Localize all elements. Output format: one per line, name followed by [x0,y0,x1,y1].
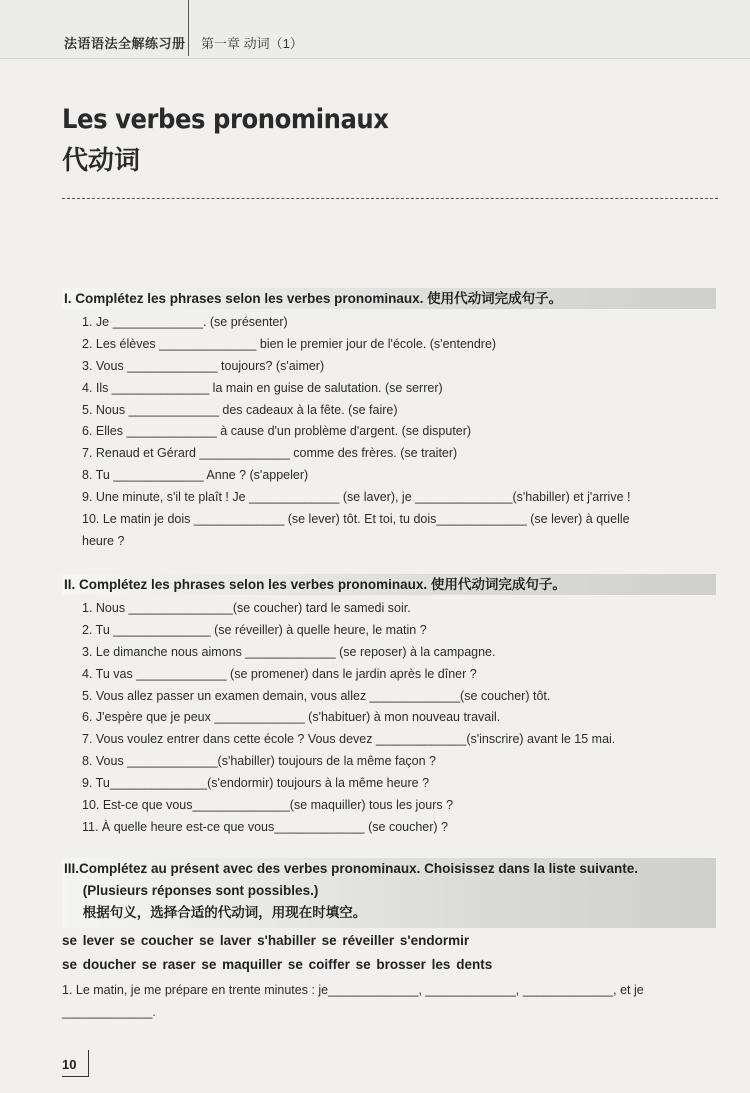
section-3-heading-line: (Plusieurs réponses sont possibles.) [64,883,319,898]
section-3-heading-line: III.Complétez au présent avec des verbes pronominaux. Choisissez dans la liste suivante. [64,861,638,876]
page-number: 10 [62,1057,77,1072]
exercise-line: 5. Vous allez passer un examen demain, vous allez _____________(se coucher) tôt. [82,689,551,703]
exercise-line: 6. J'espère que je peux _____________ (s'habituer) à mon nouveau travail. [82,710,501,724]
exercise-line: 10. Le matin je dois _____________ (se lever) tôt. Et toi, tu dois_____________ (se lever) à quelle [82,512,630,526]
verb-list-row: se doucher se raser se maquiller se coiffer se brosser les dents [62,957,493,972]
section-3-heading [62,858,716,928]
book-title: 法语语法全解练习册 [64,36,186,51]
page-title-fr: Les verbes pronominaux [62,104,389,135]
exercise-line: 7. Vous voulez entrer dans cette école ? Vous devez _____________(s'inscrire) avant le 15 mai. [82,732,616,746]
exercise-line: 11. À quelle heure est-ce que vous_____________ (se coucher) ? [82,820,448,834]
exercise-line: 9. Une minute, s'il te plaît ! Je _____________ (se laver), je ______________(s'habiller) et j'arrive ! [82,490,631,504]
exercise-line: 8. Vous _____________(s'habiller) toujours de la même façon ? [82,754,437,768]
exercise-line: 1. Je _____________. (se présenter) [82,315,288,329]
exercise-line: 4. Tu vas _____________ (se promener) dans le jardin après le dîner ? [82,667,477,681]
page-header [0,0,750,59]
exercise-line: 3. Vous _____________ toujours? (s'aimer) [82,359,325,373]
exercise-line: 2. Les élèves ______________ bien le premier jour de l'école. (s'entendre) [82,337,497,351]
exercise-line: 7. Renaud et Gérard _____________ comme des frères. (se traiter) [82,446,458,460]
verb-list-row: se lever se coucher se laver s'habiller se réveiller s'endormir [62,933,470,948]
exercise-line: 5. Nous _____________ des cadeaux à la fête. (se faire) [82,403,398,417]
exercise-line: 6. Elles _____________ à cause d'un problème d'argent. (se disputer) [82,424,472,438]
page-number-bar [88,1050,89,1076]
page-number-underline [62,1076,89,1077]
chapter-title: 第一章 动词（1） [201,36,303,51]
exercise-line: 3. Le dimanche nous aimons _____________ (se reposer) à la campagne. [82,645,496,659]
page-title-zh: 代动词 [62,145,141,175]
exercise-line: 9. Tu______________(s'endormir) toujours à la même heure ? [82,776,430,790]
section-2-heading: II. Complétez les phrases selon les verbes pronominaux. 使用代动词完成句子。 [62,574,716,595]
section-3-heading-line: 根据句义，选择合适的代动词，用现在时填空。 [64,905,367,920]
exercise-line: 8. Tu _____________ Anne ? (s'appeler) [82,468,309,482]
section-1-heading: I. Complétez les phrases selon les verbes pronominaux. 使用代动词完成句子。 [62,288,716,309]
exercise-line-continued: _____________. [62,1005,156,1019]
exercise-line: 1. Nous _______________(se coucher) tard le samedi soir. [82,601,411,615]
exercise-line: 1. Le matin, je me prépare en trente minutes : je_____________, _____________, _____________, et je [62,983,644,997]
dashed-divider [62,198,718,199]
exercise-line: 4. Ils ______________ la main en guise de salutation. (se serrer) [82,381,443,395]
exercise-line: 2. Tu ______________ (se réveiller) à quelle heure, le matin ? [82,623,427,637]
exercise-line-continued: heure ? [82,534,125,548]
exercise-line: 10. Est-ce que vous______________(se maquiller) tous les jours ? [82,798,454,812]
header-divider [188,0,189,56]
